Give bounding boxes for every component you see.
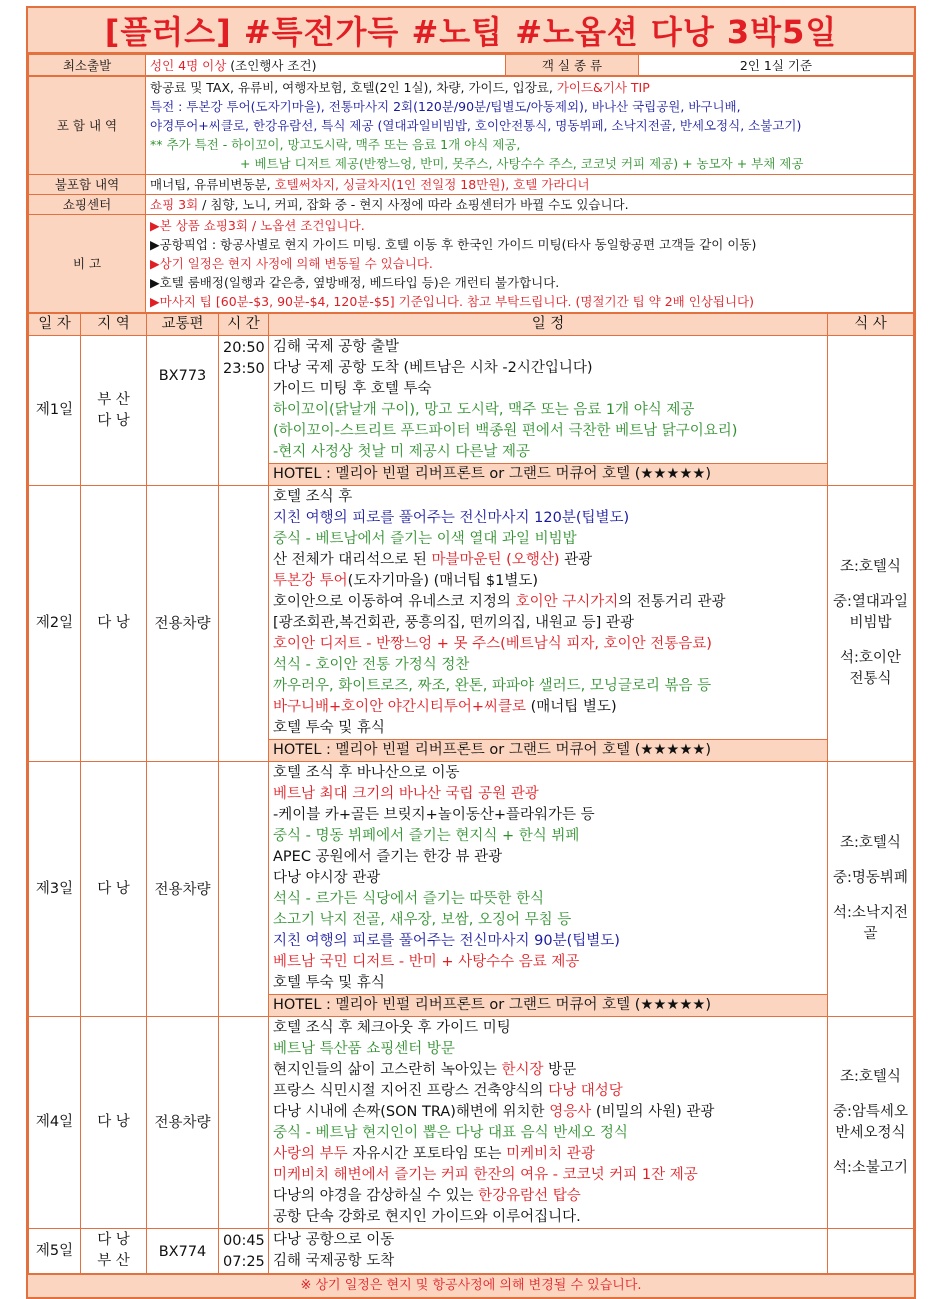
schedule-line: 투본강 투어(도자기마을) (매너팁 $1별도) [273,573,539,589]
schedule-line: 다낭 시내에 손짜(SON TRA)해변에 위치한 영응사 (비밀의 사원) 관광 [273,1104,715,1120]
time-line-1: 00:45 [223,1233,265,1249]
schedule-line: (하이꼬이-스트리트 푸드파이터 백종원 편에서 극찬한 베트남 닭구이요리) [273,423,738,439]
schedule-line: 까우러우, 화이트로즈, 짜조, 완톤, 파파야 샐러드, 모닝글로리 볶음 등 [273,678,712,694]
time-line-2: 07:25 [223,1254,265,1270]
itinerary-document [26,6,916,1299]
schedule-line: 김해 국제공항 도착 [273,1253,395,1269]
schedule-line: 석식 - 르가든 식당에서 즐기는 따뜻한 한식 [273,891,545,907]
day-transport: BX774 [147,1229,219,1274]
header-region: 지 역 [81,314,147,336]
day-schedule [269,762,828,1017]
schedule-line: 호텔 투숙 및 휴식 [273,720,385,736]
remark-2: ▶공항픽업 : 항공사별로 현지 가이드 미팅. 호텔 이동 후 한국인 가이드 미팅(타사 동일항공편 고객들 같이 이동) [150,237,757,252]
day-meals [828,1229,914,1274]
day-meals [828,486,914,762]
schedule-line: 호이안으로 이동하여 유네스코 지정의 호이안 구시가지의 전통거리 관광 [273,594,726,610]
day-transport: 전용차량 [147,762,219,1017]
day-schedule [269,336,828,486]
schedule-line: 미케비치 해변에서 즐기는 커피 한잔의 여유 - 코코넛 커피 1잔 제공 [273,1167,698,1183]
region-line-2: 다 낭 [97,412,130,429]
schedule-line: 현지인들의 삶이 고스란히 녹아있는 한시장 방문 [273,1062,577,1078]
included-line-3: 야경투어+씨클로, 한강유람선, 특식 제공 (열대과일비빔밥, 호이안전통식, 명동뷔페, 소낙지전골, 반세오정식, 소불고기) [150,118,802,133]
day-time [219,336,269,486]
room-type-label: 객 실 종 류 [506,55,639,76]
excluded-label: 불포함 내역 [29,175,146,195]
details-table [28,76,914,313]
header-date: 일 자 [29,314,81,336]
included-label: 포 함 내 역 [29,77,146,175]
day-time [219,762,269,1017]
schedule-line: 산 전체가 대리석으로 된 마블마운틴 (오행산) 관광 [273,552,593,568]
schedule-line: 지친 여행의 피로를 풀어주는 전신마사지 120분(팁별도) [273,510,630,526]
schedule-line: -현지 사정상 첫날 미 제공시 다른날 제공 [273,444,530,460]
day-schedule [269,1229,828,1274]
schedule-line: 중식 - 명동 뷔페에서 즐기는 현지식 + 한식 뷔페 [273,828,580,844]
hotel-line: HOTEL : 멜리아 빈펄 리버프론트 or 그랜드 머큐어 호텔 (★★★★★) [269,994,827,1016]
schedule-line: 호텔 조식 후 체크아웃 후 가이드 미팅 [273,1020,511,1036]
min-departure-label: 최소출발 [29,55,146,76]
day-meals [828,1017,914,1229]
day-row [29,1229,914,1274]
header-meals: 식 사 [828,314,914,336]
schedule-line: -케이블 카+골든 브릿지+놀이동산+플라워가든 등 [273,807,595,823]
region-line-1: 다 낭 [97,1232,130,1248]
excluded-a: 매너팁, 유류비변동분, [150,177,271,192]
day-label: 제4일 [29,1017,81,1229]
meal-breakfast: 조:호텔식 [840,559,901,575]
schedule-line: 하이꼬이(닭날개 구이), 망고 도시락, 맥주 또는 음료 1개 야식 제공 [273,402,695,418]
day-region [81,1229,147,1274]
day-schedule [269,486,828,762]
schedule-line: 가이드 미팅 후 호텔 투숙 [273,381,432,397]
region-line-1: 부 산 [97,391,130,408]
day-schedule [269,1017,828,1229]
day-label: 제5일 [29,1229,81,1274]
day-time [219,1229,269,1274]
min-departure-value: 성인 4명 이상 [150,57,227,73]
shopping-detail: / 침향, 노니, 커피, 잡화 중 - 현지 사정에 따라 쇼핑센터가 바뀔 수도 있습니다. [202,197,629,212]
included-line-1b: 가이드&기사 TIP [556,80,650,95]
min-departure-note: (조인행사 조건) [230,57,317,73]
included-line-4: ** 추가 특전 - 하이꼬이, 망고도시락, 맥주 또는 음료 1개 야식 제공, [150,137,521,152]
day-time [219,1017,269,1229]
schedule-line: 바구니배+호이안 야간시티투어+씨클로 (매너팁 별도) [273,699,617,715]
excluded-b: 호텔써차지, 싱글차지(1인 전일정 18만원), 호텔 가라디너 [274,177,590,192]
hotel-line: HOTEL : 멜리아 빈펄 리버프론트 or 그랜드 머큐어 호텔 (★★★★★) [269,463,827,485]
remarks-label: 비 고 [29,215,146,313]
time-line-2: 23:50 [223,361,265,377]
day-region [81,486,147,762]
meal-lunch: 중:명동뷔페 [833,870,908,886]
schedule-line: 베트남 최대 크기의 바나산 국립 공원 관광 [273,786,539,802]
schedule-line: 석식 - 호이안 전통 가정식 정찬 [273,657,470,673]
included-line-2: 특전 : 투본강 투어(도자기마을), 전통마사지 2회(120분/90분/팁별도/아동제외), 바나산 국립공원, 바구니배, [150,99,741,114]
time-line-1: 20:50 [223,340,265,356]
page-title: [플러스] #특전가득 #노팁 #노옵션 다낭 3박5일 [28,8,914,54]
header-time: 시 간 [219,314,269,336]
meal-lunch: 중:열대과일 비빔밥 [833,594,908,631]
schedule-line: 김해 국제 공항 출발 [273,339,399,355]
region-line-1: 다 낭 [97,615,130,631]
day-row [29,336,914,486]
schedule-line: 호텔 조식 후 [273,489,353,505]
schedule-line: 호텔 조식 후 바나산으로 이동 [273,765,460,781]
schedule-header-row [29,314,914,336]
meal-dinner: 석:소낙지전골 [833,905,908,942]
region-line-1: 다 낭 [97,1114,130,1130]
remark-1: ▶본 상품 쇼핑3회 / 노옵션 조건입니다. [150,218,365,233]
meal-lunch: 중:암특세오 반세오정식 [833,1103,908,1141]
hotel-line: HOTEL : 멜리아 빈펄 리버프론트 or 그랜드 머큐어 호텔 (★★★★★) [269,739,827,761]
schedule-line: 공항 단속 강화로 현지인 가이드와 이루어집니다. [273,1209,581,1225]
schedule-line: 다낭 야시장 관광 [273,870,381,886]
day-label: 제2일 [29,486,81,762]
schedule-line: 프랑스 식민시절 지어진 프랑스 건축양식의 다낭 대성당 [273,1083,623,1099]
included-line-1a: 항공료 및 TAX, 유류비, 여행자보험, 호텔(2인 1실), 차량, 가이드, 입장료, [150,80,553,95]
remark-3: ▶상기 일정은 현지 사정에 의해 변동될 수 있습니다. [150,256,433,271]
schedule-line: 호텔 투숙 및 휴식 [273,975,385,991]
schedule-line: 베트남 국민 디저트 - 반미 + 사탕수수 음료 제공 [273,954,580,970]
info-table [28,54,914,76]
day-label: 제1일 [29,336,81,486]
schedule-line: 다낭 공항으로 이동 [273,1232,395,1248]
day-region [81,336,147,486]
day-transport: 전용차량 [147,486,219,762]
day-region [81,1017,147,1229]
shopping-label: 쇼핑센터 [29,195,146,215]
day-time [219,486,269,762]
remark-4: ▶호텔 룸배정(일행과 같은층, 옆방배정, 베드타입 등)은 개런티 불가합니다. [150,275,560,290]
header-schedule: 일 정 [269,314,828,336]
day-row [29,486,914,762]
schedule-line: APEC 공원에서 즐기는 한강 뷰 관광 [273,849,503,865]
meal-dinner: 석:호이안 전통식 [840,650,901,687]
schedule-line: 호이안 디저트 - 반짱느엉 + 못 주스(베트남식 피자, 호이안 전통음료) [273,636,712,652]
day-row [29,1017,914,1229]
region-line-1: 다 낭 [97,880,130,897]
header-transport: 교통편 [147,314,219,336]
meal-breakfast: 조:호텔식 [840,1068,901,1085]
day-label: 제3일 [29,762,81,1017]
schedule-line: 지친 여행의 피로를 풀어주는 전신마사지 90분(팁별도) [273,933,620,949]
schedule-line: 중식 - 베트남에서 즐기는 이색 열대 과일 비빔밥 [273,531,577,547]
schedule-line: 사랑의 부두 자유시간 포토타임 또는 미케비치 관광 [273,1146,595,1162]
region-line-2: 부 산 [97,1253,130,1269]
included-line-5: + 베트남 디저트 제공(반짱느엉, 반미, 못주스, 사탕수수 주스, 코코넛 커피 제공) + 농모자 + 부채 제공 [240,156,804,171]
day-row [29,762,914,1017]
schedule-line: 중식 - 베트남 현지인이 뽑은 다낭 대표 음식 반세오 정식 [273,1125,628,1141]
schedule-line: 다낭의 야경을 감상하실 수 있는 한강유람선 탑승 [273,1188,581,1204]
remark-5: ▶마사지 팁 [60분-$3, 90분-$4, 120분-$5] 기준입니다. 참고 부탁드립니다. (명절기간 팁 약 2배 인상됩니다) [150,294,754,309]
schedule-line: 베트남 특산품 쇼핑센터 방문 [273,1041,455,1057]
shopping-count: 쇼핑 3회 [150,197,199,212]
schedule-line: 소고기 낙지 전골, 새우장, 보쌈, 오징어 무침 등 [273,912,572,928]
schedule-line: [광조회관,복건회관, 풍흥의집, 떤끼의집, 내원교 등] 관광 [273,615,634,631]
schedule-table [28,313,914,1274]
day-meals [828,762,914,1017]
meal-dinner: 석:소불고기 [833,1159,908,1176]
room-type-value: 2인 1실 기준 [639,55,914,76]
meal-breakfast: 조:호텔식 [840,835,901,851]
day-transport: 전용차량 [147,1017,219,1229]
day-region [81,762,147,1017]
day-transport: BX773 [147,336,219,486]
footer-notice: ※ 상기 일정은 현지 및 항공사정에 의해 변경될 수 있습니다. [28,1274,914,1297]
schedule-line: 다낭 국제 공항 도착 (베트남은 시차 -2시간입니다) [273,360,593,376]
day-meals [828,336,914,486]
